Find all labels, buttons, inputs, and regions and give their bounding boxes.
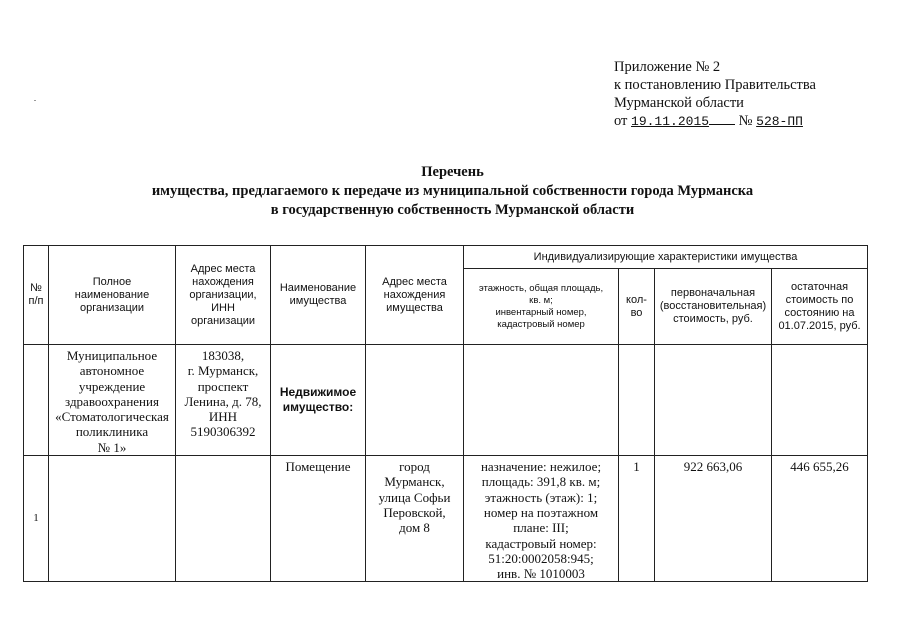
org-row-empty-cell [772,345,868,456]
resolution-date: 19.11.2015 [631,114,710,129]
header-residual-cost: остаточная стоимость по состоянию на 01.07.2015, руб. [772,269,868,345]
header-property-name: Наименование имущества [271,246,366,345]
row-empty-org-name [49,456,176,582]
org-row [24,345,868,456]
header-floor-area: этажность, общая площадь, кв. м; инвентарный номер, кадастровый номер [464,269,619,345]
header-characteristics-group: Индивидуализирующие характеристики имущества [464,246,868,269]
appendix-resolution: к постановлению Правительства [614,77,816,93]
document-title [0,163,905,220]
org-address-cell: 183038, г. Мурманск, проспект Ленина, д. 78, ИНН 5190306392 [176,345,271,456]
header-org-address: Адрес места нахождения организации, ИНН организации [176,246,271,345]
row-initial-cost: 922 663,06 [655,456,772,582]
header-row-1 [24,246,868,269]
header-property-address: Адрес места нахождения имущества [366,246,464,345]
org-row-empty-cell [619,345,655,456]
row-quantity: 1 [619,456,655,582]
row-number: 1 [24,456,49,582]
appendix-header [614,58,816,131]
org-row-empty-cell [366,345,464,456]
title-line-3: в государственную собственность Мурманской области [270,202,635,218]
header-quantity: кол- во [619,269,655,345]
row-residual-cost: 446 655,26 [772,456,868,582]
property-section-label: Недвижимое имущество: [271,345,366,456]
resolution-number: 528-ПП [756,114,803,129]
org-row-empty-cell [464,345,619,456]
title-line-2: имущества, предлагаемого к передаче из муниципальной собственности города Мурманска [151,183,754,199]
row-empty-org-address [176,456,271,582]
row-details: назначение: нежилое; площадь: 391,8 кв. м; этажность (этаж): 1; номер на поэтажном плане: III; кадастровый номер: 51:20:0002058:945; инв. № 1010003 [464,456,619,582]
date-underline [709,113,735,125]
number-prefix: № [738,113,753,129]
title-line-1: Перечень [421,164,484,180]
header-num: № п/п [24,246,49,345]
row-property-name: Помещение [271,456,366,582]
table-row [24,456,868,582]
org-row-num [24,345,49,456]
appendix-date-line [614,112,816,131]
property-table [23,245,868,582]
scan-speck [34,100,36,101]
appendix-region: Мурманской области [614,95,744,111]
appendix-number: Приложение № 2 [614,59,721,75]
date-prefix: от [614,113,628,129]
org-row-empty-cell [655,345,772,456]
org-name-cell: Муниципальное автономное учреждение здравоохранения «Стоматологическая поликлиника № 1» [49,345,176,456]
header-org-name: Полное наименование организации [49,246,176,345]
header-initial-cost: первоначальная (восстановительная) стоимость, руб. [655,269,772,345]
row-property-address: город Мурманск, улица Софьи Перовской, дом 8 [366,456,464,582]
